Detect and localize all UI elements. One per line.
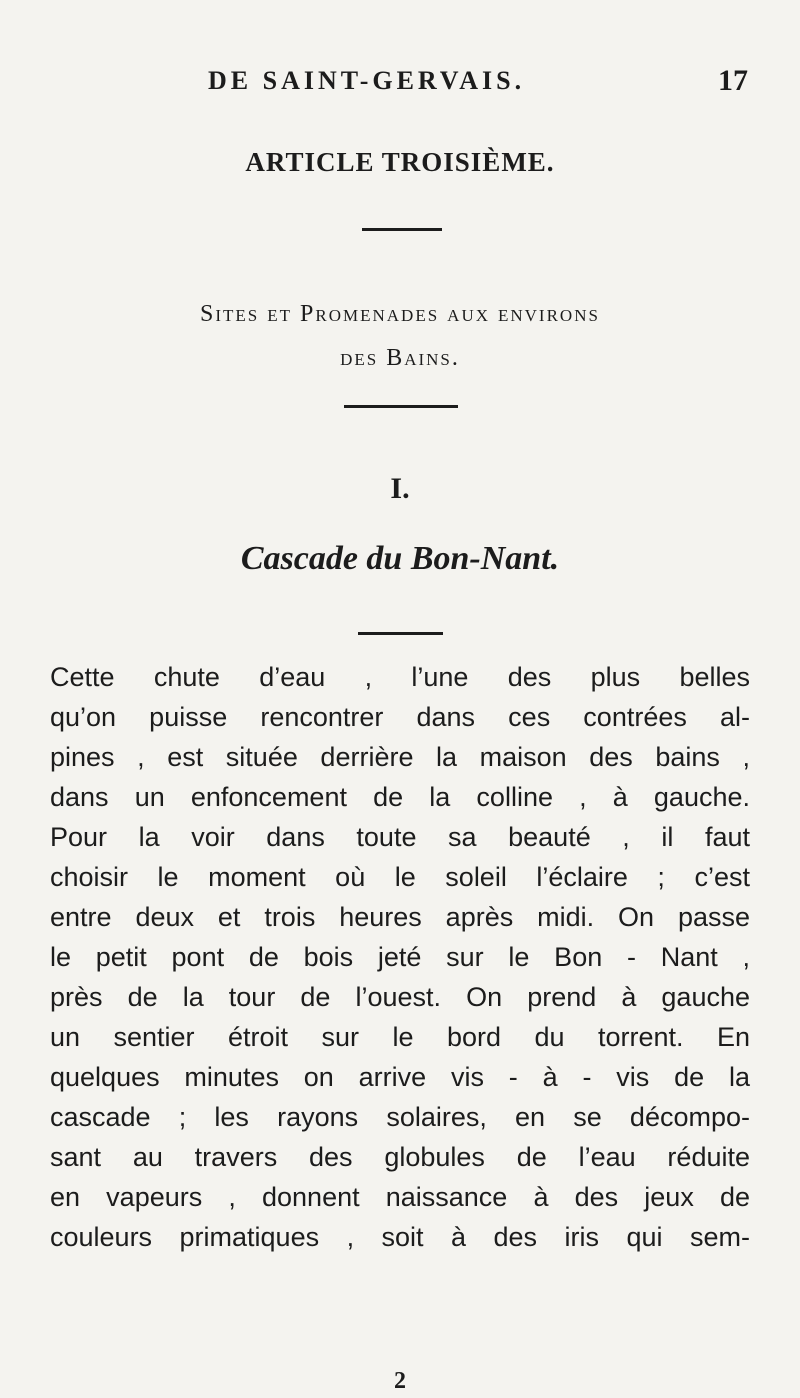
running-head: DE SAINT-GERVAIS. [208, 66, 526, 95]
body-line: quelques minutes on arrive vis - à - vis de la [50, 1062, 750, 1092]
rule-1 [362, 228, 442, 231]
body-line: un sentier étroit sur le bord du torrent. En [50, 1022, 750, 1052]
section-title [0, 292, 800, 380]
body-line: Pour la voir dans toute sa beauté , il faut [50, 822, 750, 852]
subtitle: Cascade du Bon-Nant. [240, 540, 560, 577]
body-line: sant au travers des globules de l’eau réduite [50, 1142, 750, 1172]
body-text [50, 657, 750, 1257]
body-line: en vapeurs , donnent naissance à des jeux de [50, 1182, 750, 1212]
body-line: choisir le moment où le soleil l’éclaire ; c’est [50, 862, 750, 892]
section-title-line2: des Bains. [340, 345, 460, 371]
body-line: couleurs primatiques , soit à des iris qui sem- [50, 1222, 750, 1252]
section-title-line1: Sites et Promenades aux environs [200, 301, 600, 327]
page-number: 17 [718, 64, 748, 97]
article-title: ARTICLE TROISIÈME. [245, 147, 555, 177]
rule-3 [358, 632, 443, 635]
body-line: cascade ; les rayons solaires, en se décompo- [50, 1102, 750, 1132]
body-line: Cette chute d’eau , l’une des plus belles [50, 662, 750, 692]
body-line: qu’on puisse rencontrer dans ces contrées al- [50, 702, 750, 732]
section-number: I. [390, 472, 410, 505]
body-line: près de la tour de l’ouest. On prend à gauche [50, 982, 750, 1012]
signature-mark: 2 [394, 1368, 406, 1394]
body-line: dans un enfoncement de la colline , à gauche. [50, 782, 750, 812]
rule-2 [344, 405, 458, 408]
body-line: le petit pont de bois jeté sur le Bon - Nant , [50, 942, 750, 972]
body-line: pines , est située derrière la maison des bains , [50, 742, 750, 772]
body-line: entre deux et trois heures après midi. On passe [50, 902, 750, 932]
